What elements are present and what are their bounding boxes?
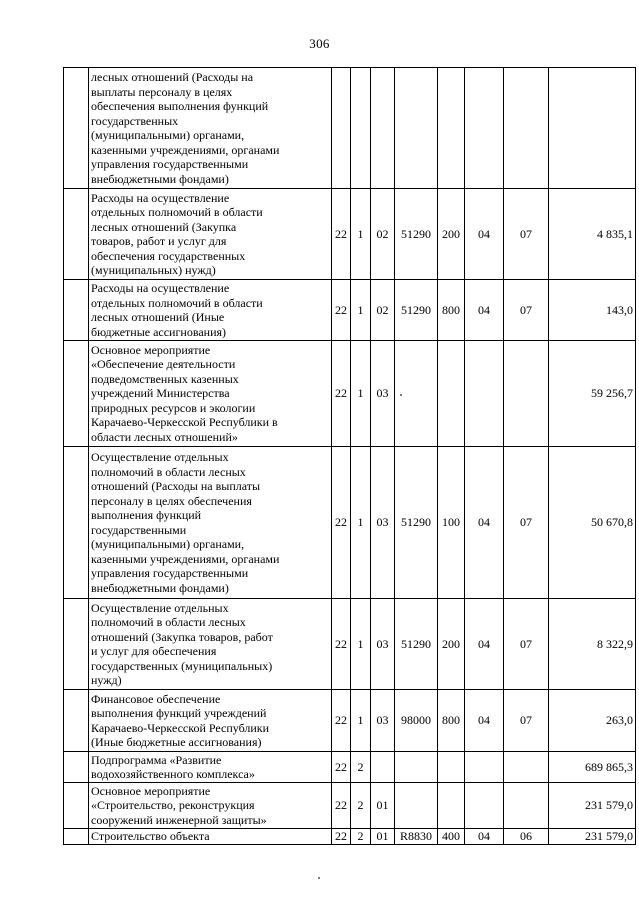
- code-cell: 22: [332, 829, 351, 845]
- code-cell: 04: [465, 829, 504, 845]
- code-cell: 04: [465, 690, 504, 752]
- table-row: [64, 752, 636, 783]
- amount-cell: 689 865,3: [549, 752, 636, 783]
- code-cell: 51290: [395, 599, 438, 690]
- code-cell: 800: [438, 280, 465, 341]
- blank-cell: [64, 447, 89, 599]
- code-cell: [395, 752, 438, 783]
- code-cell: 07: [504, 599, 549, 690]
- code-cell: [395, 783, 438, 829]
- blank-cell: [64, 783, 89, 829]
- table-row: [64, 280, 636, 341]
- code-cell: [395, 68, 438, 189]
- table-row: [64, 690, 636, 752]
- code-cell: 1: [351, 447, 371, 599]
- code-cell: 07: [504, 280, 549, 341]
- table-row: [64, 447, 636, 599]
- code-cell: 01: [371, 829, 395, 845]
- item-name: Подпрограмма «Развитие водохозяйственного комплекса»: [89, 752, 332, 783]
- code-cell: 22: [332, 752, 351, 783]
- code-cell: 03: [371, 341, 395, 447]
- code-cell: 22: [332, 280, 351, 341]
- code-cell: 22: [332, 783, 351, 829]
- scan-speck: [400, 394, 402, 396]
- code-cell: 1: [351, 189, 371, 280]
- item-name: Основное мероприятие «Обеспечение деятельности подведомственных казенных учреждений Министерства природных ресурсов и экологии Карачаево-Черкесской Республики в области лесных отношений»: [89, 341, 332, 447]
- blank-cell: [64, 599, 89, 690]
- code-cell: 22: [332, 189, 351, 280]
- code-cell: R8830: [395, 829, 438, 845]
- code-cell: 51290: [395, 447, 438, 599]
- code-cell: 2: [351, 829, 371, 845]
- code-cell: 07: [504, 690, 549, 752]
- table-row: [64, 829, 636, 845]
- code-cell: 1: [351, 599, 371, 690]
- code-cell: 04: [465, 280, 504, 341]
- code-cell: 03: [371, 447, 395, 599]
- code-cell: 51290: [395, 189, 438, 280]
- code-cell: 98000: [395, 690, 438, 752]
- code-cell: [504, 783, 549, 829]
- code-cell: [332, 68, 351, 189]
- amount-cell: 59 256,7: [549, 341, 636, 447]
- code-cell: [465, 68, 504, 189]
- code-cell: [371, 752, 395, 783]
- item-name: Расходы на осуществление отдельных полномочий в области лесных отношений (Закупка товаров, работ и услуг для обеспечения государственных (муниципальных) нужд): [89, 189, 332, 280]
- code-cell: [465, 341, 504, 447]
- code-cell: [504, 341, 549, 447]
- code-cell: [504, 752, 549, 783]
- code-cell: 03: [371, 599, 395, 690]
- code-cell: [465, 752, 504, 783]
- code-cell: [371, 68, 395, 189]
- amount-cell: 50 670,8: [549, 447, 636, 599]
- code-cell: 800: [438, 690, 465, 752]
- item-name: Строительство объекта: [89, 829, 332, 845]
- code-cell: 1: [351, 280, 371, 341]
- blank-cell: [64, 189, 89, 280]
- code-cell: 2: [351, 783, 371, 829]
- blank-cell: [64, 68, 89, 189]
- code-cell: 2: [351, 752, 371, 783]
- code-cell: 22: [332, 341, 351, 447]
- code-cell: 22: [332, 690, 351, 752]
- table-row: [64, 341, 636, 447]
- item-name: Расходы на осуществление отдельных полномочий в области лесных отношений (Иные бюджетные ассигнования): [89, 280, 332, 341]
- blank-cell: [64, 690, 89, 752]
- code-cell: 1: [351, 341, 371, 447]
- amount-cell: 263,0: [549, 690, 636, 752]
- code-cell: [438, 341, 465, 447]
- table-row: [64, 783, 636, 829]
- code-cell: 04: [465, 189, 504, 280]
- item-name: Основное мероприятие «Строительство, реконструкция сооружений инженерной защиты»: [89, 783, 332, 829]
- blank-cell: [64, 829, 89, 845]
- code-cell: [438, 783, 465, 829]
- blank-cell: [64, 280, 89, 341]
- code-cell: 100: [438, 447, 465, 599]
- code-cell: 03: [371, 690, 395, 752]
- code-cell: 01: [371, 783, 395, 829]
- blank-cell: [64, 752, 89, 783]
- amount-cell: 143,0: [549, 280, 636, 341]
- amount-cell: 8 322,9: [549, 599, 636, 690]
- code-cell: 06: [504, 829, 549, 845]
- code-cell: 22: [332, 447, 351, 599]
- code-cell: [504, 68, 549, 189]
- code-cell: 02: [371, 280, 395, 341]
- code-cell: 07: [504, 189, 549, 280]
- blank-cell: [64, 341, 89, 447]
- code-cell: 200: [438, 599, 465, 690]
- item-name: Финансовое обеспечение выполнения функций учреждений Карачаево-Черкесской Республики (Иные бюджетные ассигнования): [89, 690, 332, 752]
- code-cell: 07: [504, 447, 549, 599]
- code-cell: [351, 68, 371, 189]
- item-name: Осуществление отдельных полномочий в области лесных отношений (Расходы на выплаты персоналу в целях обеспечения выполнения функций государственными (муниципальными) органами, казенными учреждениями, органами управления государственными внебюджетными фондами): [89, 447, 332, 599]
- table-row: [64, 599, 636, 690]
- amount-cell: 231 579,0: [549, 829, 636, 845]
- page-number: 306: [309, 36, 330, 51]
- amount-cell: 231 579,0: [549, 783, 636, 829]
- code-cell: [438, 68, 465, 189]
- amount-cell: 4 835,1: [549, 189, 636, 280]
- code-cell: 1: [351, 690, 371, 752]
- scan-speck: [318, 877, 320, 879]
- item-name: Осуществление отдельных полномочий в области лесных отношений (Закупка товаров, работ и услуг для обеспечения государственных (муниципальных) нужд): [89, 599, 332, 690]
- code-cell: 02: [371, 189, 395, 280]
- code-cell: 22: [332, 599, 351, 690]
- code-cell: 04: [465, 599, 504, 690]
- code-cell: 200: [438, 189, 465, 280]
- budget-table: [63, 67, 636, 845]
- code-cell: 51290: [395, 280, 438, 341]
- code-cell: 400: [438, 829, 465, 845]
- code-cell: [465, 783, 504, 829]
- code-cell: 04: [465, 447, 504, 599]
- table-row: [64, 189, 636, 280]
- code-cell: [438, 752, 465, 783]
- table-row: [64, 68, 636, 189]
- amount-cell: [549, 68, 636, 189]
- item-name: лесных отношений (Расходы на выплаты персоналу в целях обеспечения выполнения функций государственных (муниципальными) органами, казенными учреждениями, органами управления государственными внебюджетными фондами): [89, 68, 332, 189]
